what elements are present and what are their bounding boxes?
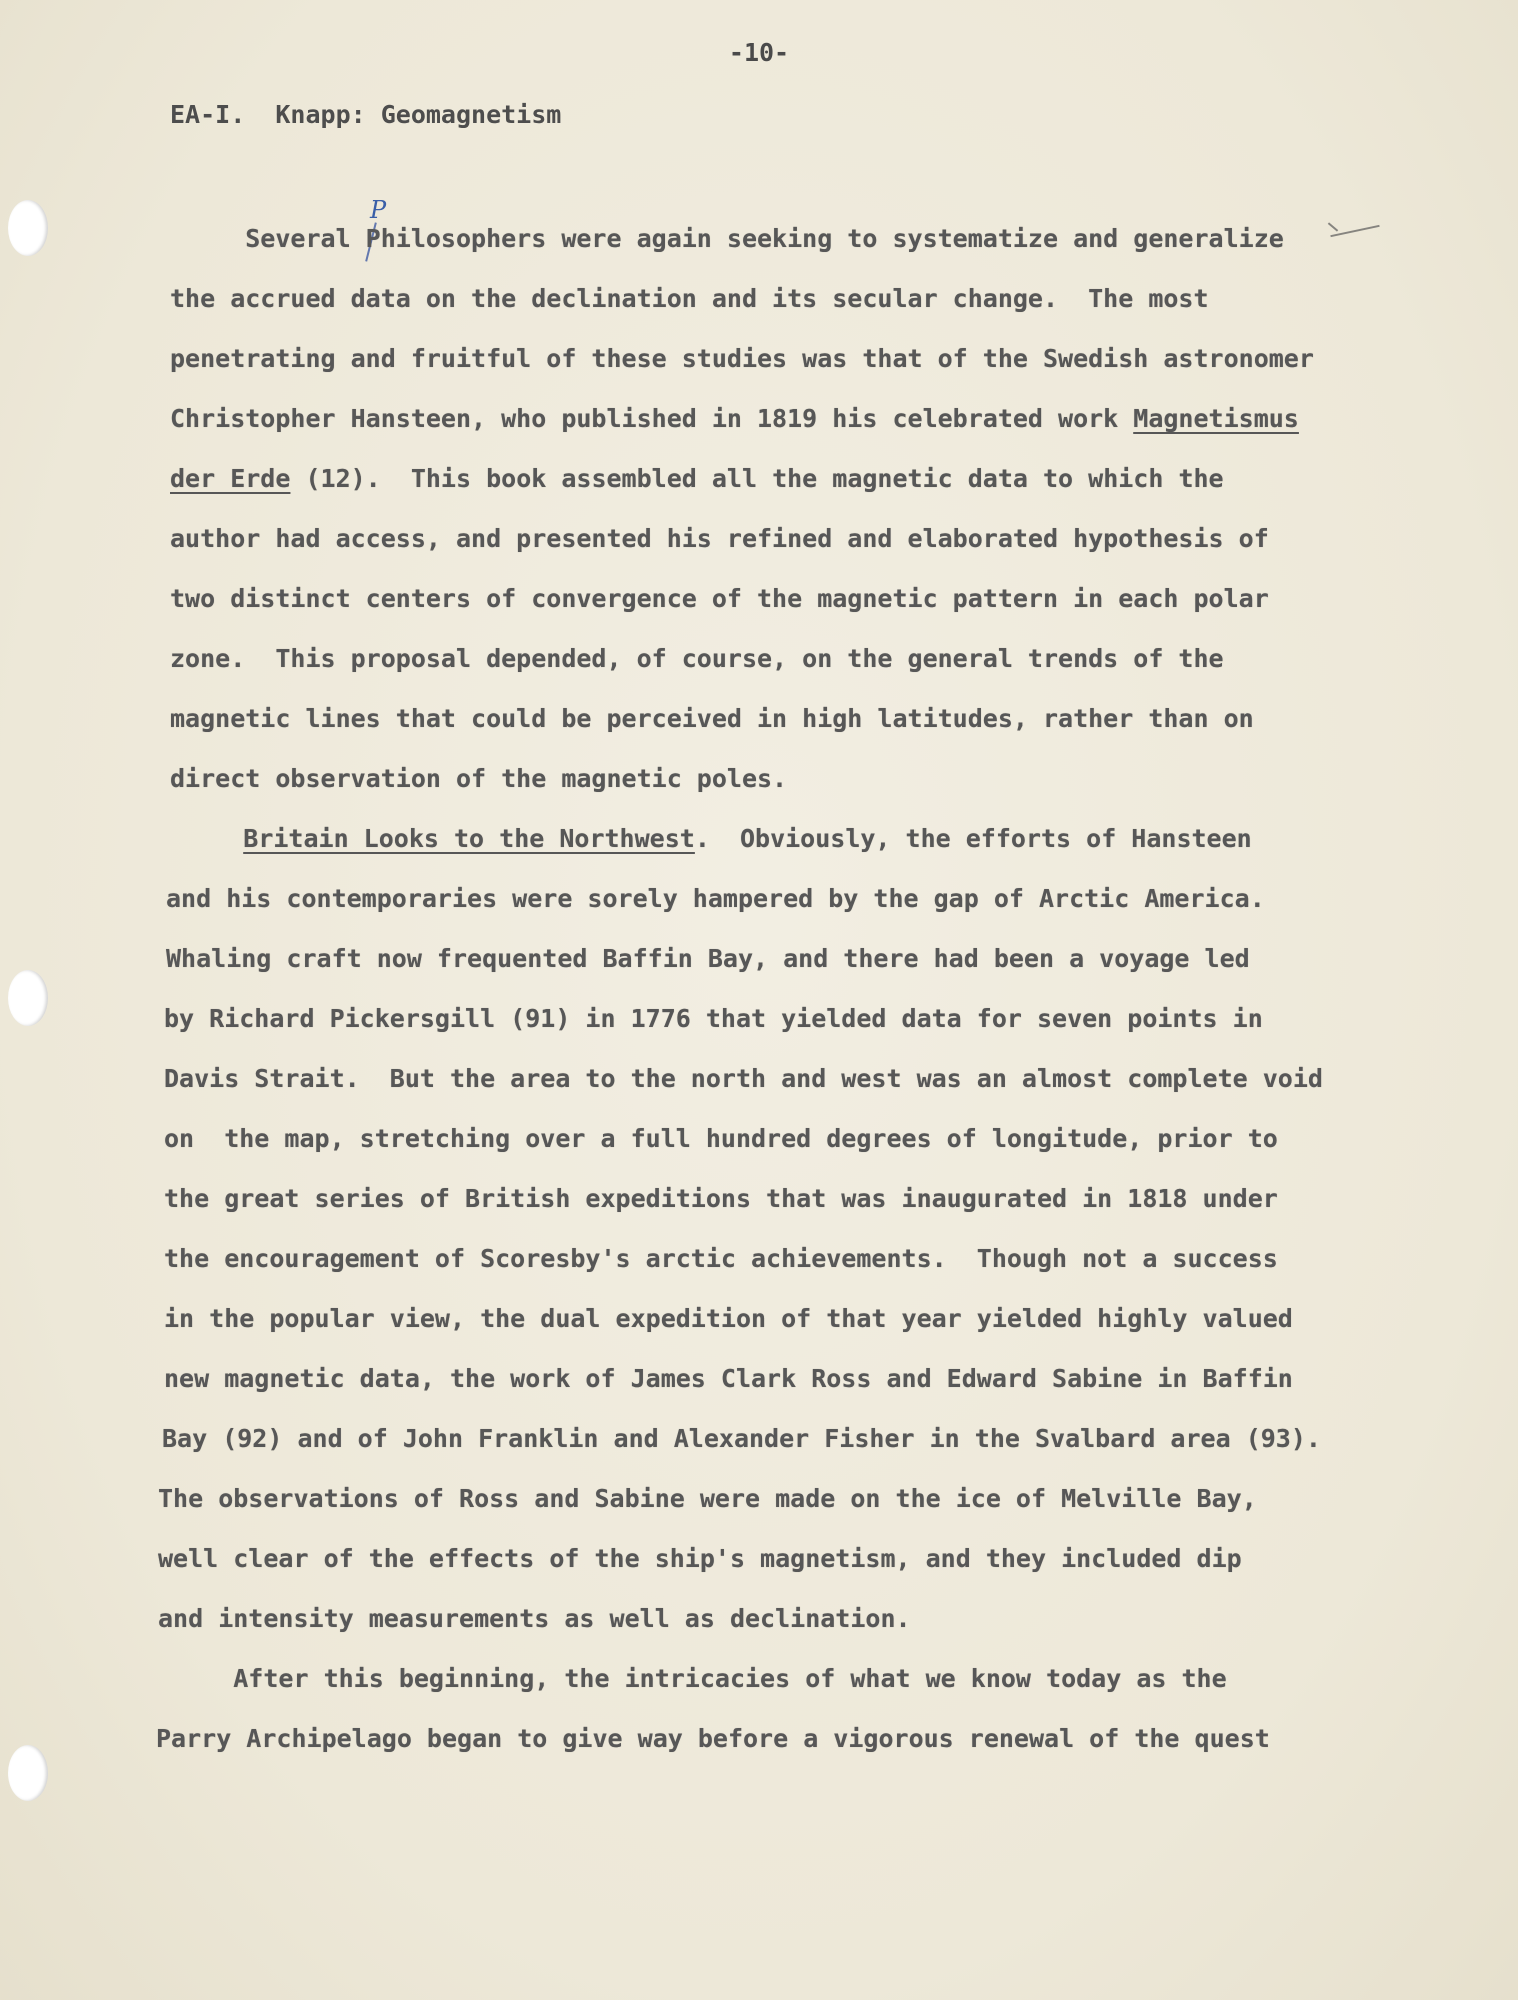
text-line	[162, 1424, 1321, 1454]
text-line	[164, 1004, 1263, 1034]
text-segment: zone. This proposal depended, of course, on the general trends of the	[170, 644, 1224, 673]
text-segment: author had access, and presented his refined and elaborated hypothesis of	[170, 524, 1269, 553]
text-line	[156, 1724, 1270, 1754]
text-segment: the accrued data on the declination and its secular change. The most	[170, 284, 1209, 313]
binder-hole-top	[8, 200, 48, 256]
text-segment: well clear of the effects of the ship's magnetism, and they included dip	[158, 1544, 1242, 1573]
text-segment: and his contemporaries were sorely hampered by the gap of Arctic America.	[166, 884, 1265, 913]
text-line	[166, 944, 1250, 974]
text-segment: Several Philosophers were again seeking to systematize and generalize	[170, 224, 1284, 253]
text-line	[170, 404, 1299, 434]
text-segment: Parry Archipelago began to give way before a vigorous renewal of the quest	[156, 1724, 1270, 1753]
binder-hole-middle	[8, 970, 48, 1026]
text-line	[170, 344, 1314, 374]
text-segment: the great series of British expeditions that was inaugurated in 1818 under	[164, 1184, 1278, 1213]
text-line	[164, 1184, 1278, 1214]
text-line	[164, 1064, 1323, 1094]
text-segment	[168, 824, 243, 853]
margin-check-mark-tail	[1328, 222, 1338, 231]
text-segment: magnetic lines that could be perceived in high latitudes, rather than on	[170, 704, 1254, 733]
text-segment: and intensity measurements as well as declination.	[158, 1604, 911, 1633]
text-line	[158, 1604, 911, 1634]
text-segment: new magnetic data, the work of James Clark Ross and Edward Sabine in Baffin	[164, 1364, 1293, 1393]
text-segment: . Obviously, the efforts of Hansteen	[694, 824, 1252, 853]
binder-hole-bottom	[8, 1745, 48, 1801]
text-segment: After this beginning, the intricacies of what we know today as the	[158, 1664, 1227, 1693]
page-number: -10-	[728, 38, 790, 67]
text-segment: the encouragement of Scoresby's arctic achievements. Though not a success	[164, 1244, 1278, 1273]
text-line	[158, 1664, 1227, 1694]
text-line	[170, 524, 1269, 554]
text-segment: on the map, stretching over a full hundred degrees of longitude, prior to	[164, 1124, 1278, 1153]
text-segment: by Richard Pickersgill (91) in 1776 that yielded data for seven points in	[164, 1004, 1263, 1033]
text-line	[168, 824, 1252, 854]
text-line	[164, 1364, 1293, 1394]
text-line	[164, 1244, 1278, 1274]
underlined-title: Britain Looks to the Northwest	[243, 824, 695, 853]
text-segment: Whaling craft now frequented Baffin Bay, and there had been a voyage led	[166, 944, 1250, 973]
text-line	[164, 1124, 1278, 1154]
text-line	[170, 464, 1224, 494]
text-segment: Bay (92) and of John Franklin and Alexander Fisher in the Svalbard area (93).	[162, 1424, 1321, 1453]
text-line	[170, 704, 1254, 734]
text-line	[170, 584, 1269, 614]
text-line	[170, 284, 1209, 314]
underlined-title: der Erde	[170, 464, 291, 493]
text-line	[158, 1484, 1257, 1514]
text-line	[170, 224, 1284, 254]
text-segment: direct observation of the magnetic poles.	[170, 764, 788, 793]
text-line	[158, 1544, 1242, 1574]
running-head: EA-I. Knapp: Geomagnetism	[170, 100, 562, 129]
text-segment: in the popular view, the dual expedition of that year yielded highly valued	[164, 1304, 1293, 1333]
text-segment: Davis Strait. But the area to the north and west was an almost complete void	[164, 1064, 1323, 1093]
text-segment: penetrating and fruitful of these studies was that of the Swedish astronomer	[170, 344, 1314, 373]
text-segment: Christopher Hansteen, who published in 1819 his celebrated work	[170, 404, 1134, 433]
text-line	[166, 884, 1265, 914]
text-segment: (12). This book assembled all the magnetic data to which the	[290, 464, 1224, 493]
margin-check-mark	[1330, 225, 1379, 237]
handwritten-correction: P	[370, 196, 387, 224]
text-line	[170, 764, 787, 794]
text-segment: The observations of Ross and Sabine were made on the ice of Melville Bay,	[158, 1484, 1257, 1513]
text-line	[170, 644, 1224, 674]
text-segment: two distinct centers of convergence of the magnetic pattern in each polar	[170, 584, 1269, 613]
text-line	[164, 1304, 1293, 1334]
underlined-title: Magnetismus	[1133, 404, 1299, 433]
